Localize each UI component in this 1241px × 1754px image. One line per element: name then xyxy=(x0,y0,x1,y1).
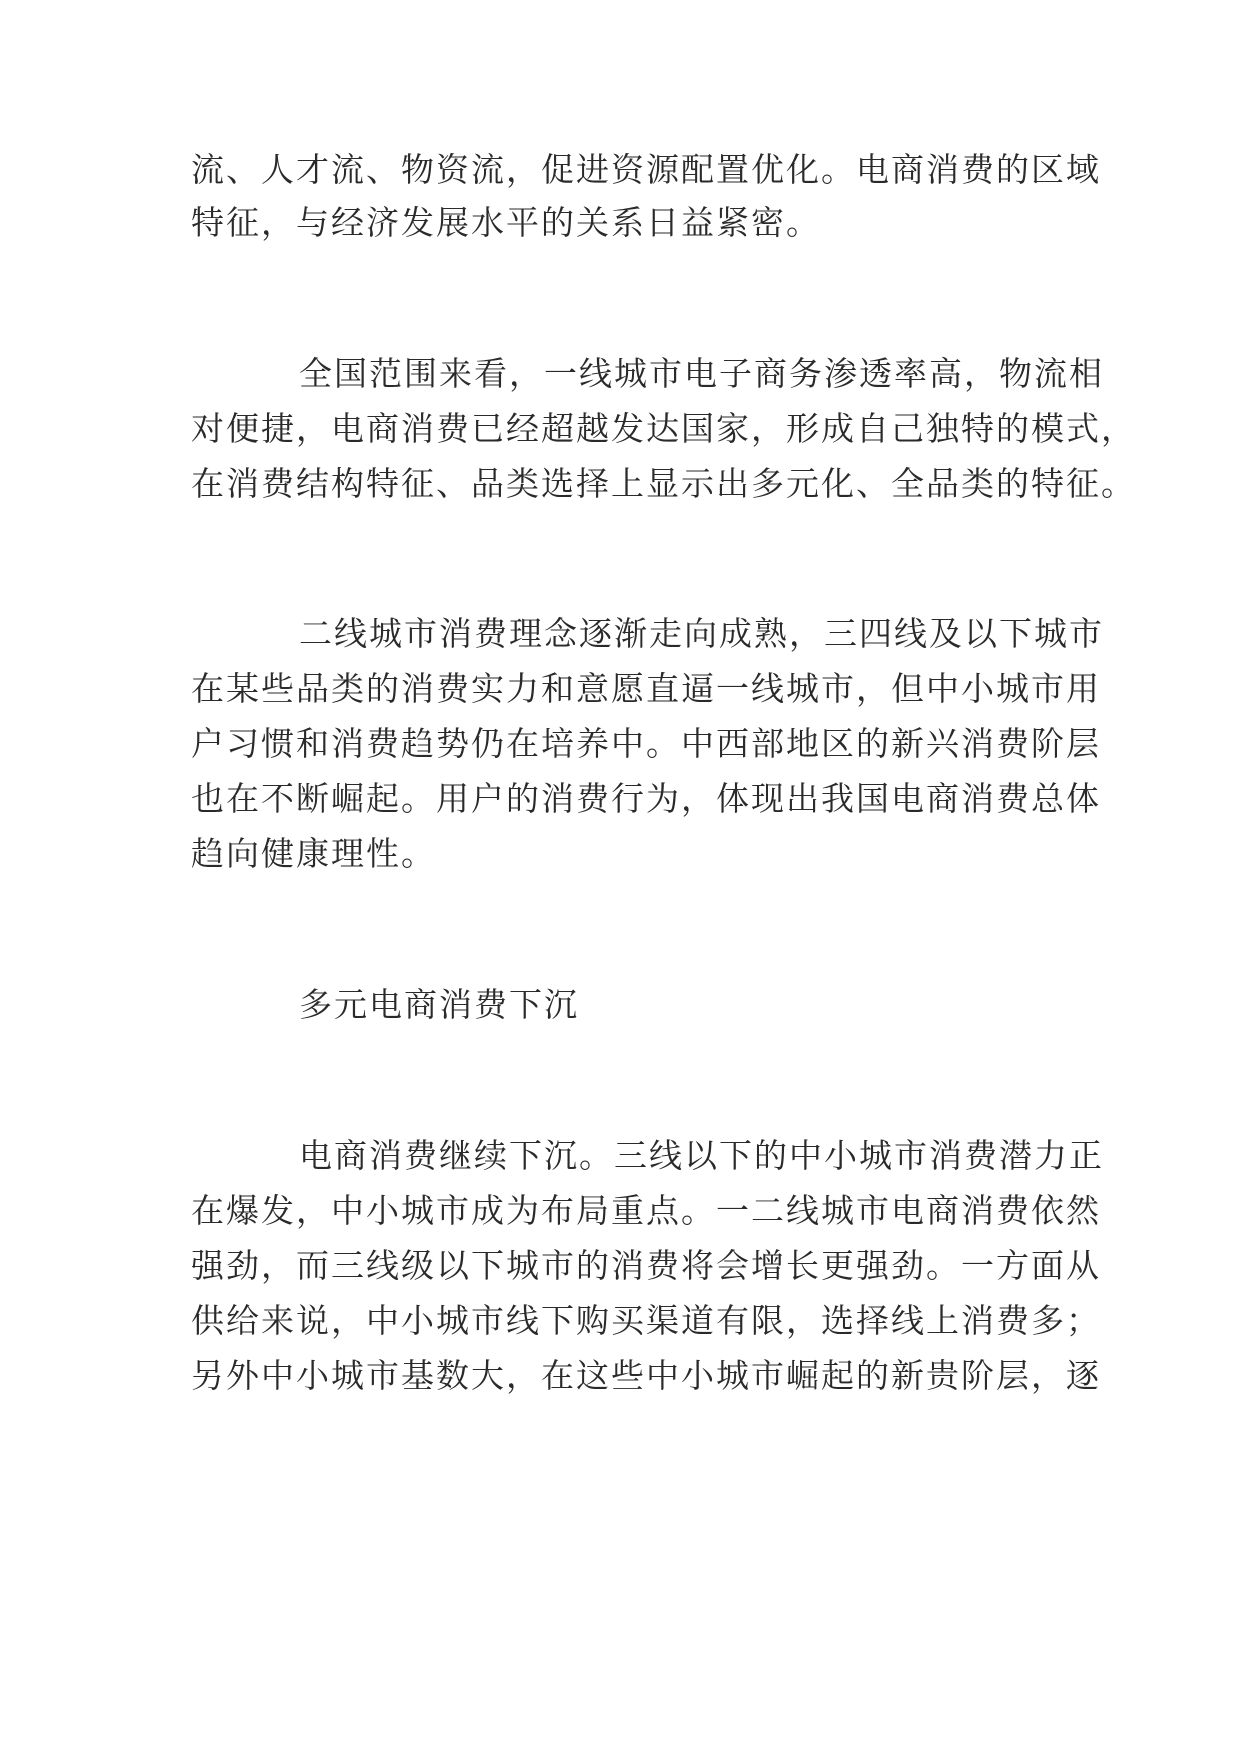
paragraph-3-line-1: 二线城市消费理念逐渐走向成熟，三四线及以下城市 xyxy=(299,614,1104,653)
paragraph-5-line-4: 供给来说，中小城市线下购买渠道有限，选择线上消费多； xyxy=(191,1301,1101,1340)
paragraph-5-line-1: 电商消费继续下沉。三线以下的中小城市消费潜力正 xyxy=(299,1136,1104,1175)
paragraph-2-line-1: 全国范围来看，一线城市电子商务渗透率高，物流相 xyxy=(299,354,1104,393)
paragraph-5-line-3: 强劲，而三线级以下城市的消费将会增长更强劲。一方面从 xyxy=(191,1246,1101,1285)
paragraph-1-line-1: 流、人才流、物资流，促进资源配置优化。电商消费的区域 xyxy=(191,150,1101,189)
paragraph-5-line-2: 在爆发，中小城市成为布局重点。一二线城市电商消费依然 xyxy=(191,1191,1101,1230)
paragraph-2-line-3: 在消费结构特征、品类选择上显示出多元化、全品类的特征。 xyxy=(191,464,1136,503)
paragraph-3-line-4: 也在不断崛起。用户的消费行为，体现出我国电商消费总体 xyxy=(191,779,1101,818)
paragraph-1-line-2: 特征，与经济发展水平的关系日益紧密。 xyxy=(191,203,821,242)
paragraph-3-line-3: 户习惯和消费趋势仍在培养中。中西部地区的新兴消费阶层 xyxy=(191,724,1101,763)
paragraph-2-line-2: 对便捷，电商消费已经超越发达国家，形成自己独特的模式， xyxy=(191,409,1136,448)
paragraph-3-line-2: 在某些品类的消费实力和意愿直逼一线城市，但中小城市用 xyxy=(191,669,1101,708)
paragraph-3-line-5: 趋向健康理性。 xyxy=(191,834,436,873)
paragraph-5-line-5: 另外中小城市基数大，在这些中小城市崛起的新贵阶层，逐 xyxy=(191,1356,1101,1395)
section-heading: 多元电商消费下沉 xyxy=(299,985,579,1024)
